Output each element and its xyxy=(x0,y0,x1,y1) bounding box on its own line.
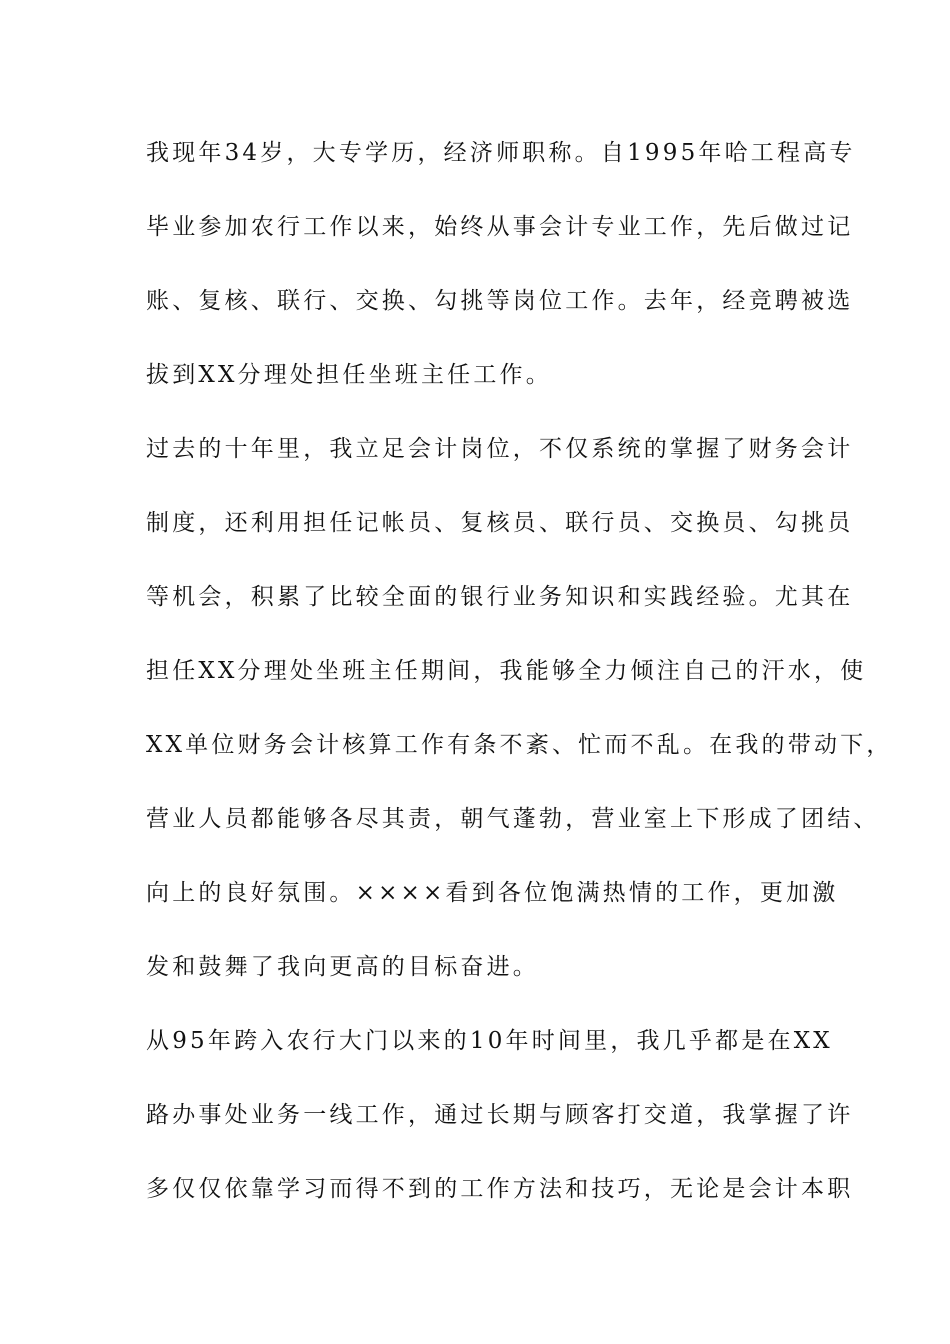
paragraph-3-line-3: 多仅仅依靠学习而得不到的工作方法和技巧，无论是会计本职 xyxy=(146,1176,854,1202)
paragraph-2-line-2: 制度，还利用担任记帐员、复核员、联行员、交换员、勾挑员 xyxy=(146,510,854,536)
paragraph-1-line-4: 拔到XX分理处担任坐班主任工作。 xyxy=(146,362,552,388)
paragraph-2-line-4: 担任XX分理处坐班主任期间，我能够全力倾注自己的汗水，使 xyxy=(146,658,867,684)
paragraph-1-line-1: 我现年34岁，大专学历，经济师职称。自1995年哈工程高专 xyxy=(146,140,856,166)
paragraph-3-line-2: 路办事处业务一线工作，通过长期与顾客打交道，我掌握了许 xyxy=(146,1102,854,1128)
paragraph-1-line-3: 账、复核、联行、交换、勾挑等岗位工作。去年，经竞聘被选 xyxy=(146,288,854,314)
paragraph-3-line-1: 从95年跨入农行大门以来的10年时间里，我几乎都是在XX xyxy=(146,1028,833,1054)
paragraph-1-line-2: 毕业参加农行工作以来，始终从事会计专业工作，先后做过记 xyxy=(146,214,854,240)
paragraph-2-line-6: 营业人员都能够各尽其责，朝气蓬勃，营业室上下形成了团结、 xyxy=(146,806,880,832)
paragraph-2-line-5: XX单位财务会计核算工作有条不紊、忙而不乱。在我的带动下， xyxy=(146,732,893,758)
paragraph-2-line-3: 等机会，积累了比较全面的银行业务知识和实践经验。尤其在 xyxy=(146,584,854,610)
paragraph-2-line-1: 过去的十年里，我立足会计岗位，不仅系统的掌握了财务会计 xyxy=(146,436,854,462)
paragraph-2-line-7: 向上的良好氛围。××××看到各位饱满热情的工作，更加激 xyxy=(146,880,839,906)
paragraph-2-line-8: 发和鼓舞了我向更高的目标奋进。 xyxy=(146,954,539,980)
